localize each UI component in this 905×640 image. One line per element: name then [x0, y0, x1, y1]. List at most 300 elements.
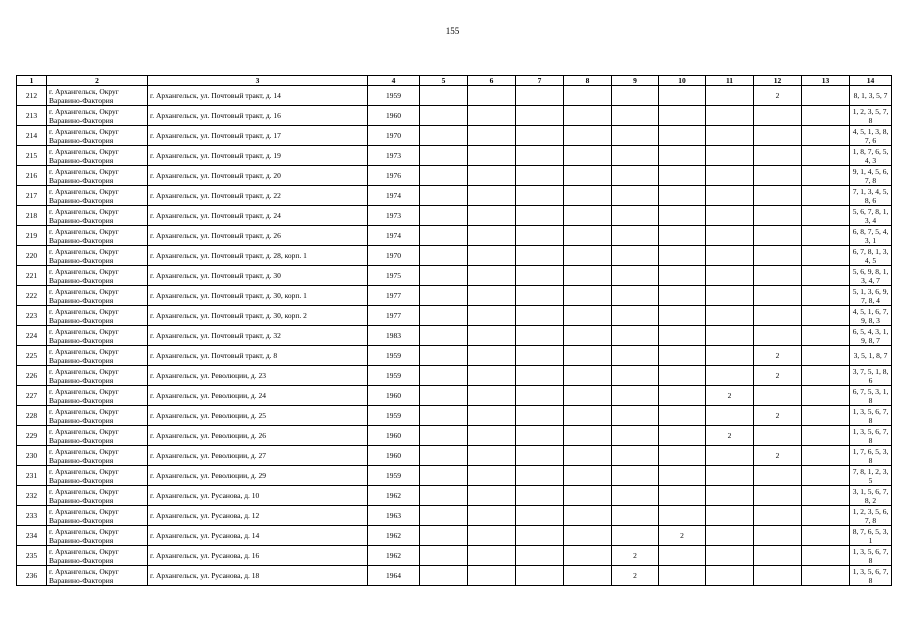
row-number-cell: 212: [17, 86, 47, 106]
sequence-cell: 1, 2, 3, 5, 7, 8: [850, 106, 892, 126]
table-row: [17, 426, 892, 446]
col5-cell: [420, 306, 468, 326]
col5-cell: [420, 266, 468, 286]
col9-cell: [612, 146, 659, 166]
district-cell: г. Архангельск, Округ Варавино-Фактория: [47, 86, 148, 106]
table-row: [17, 86, 892, 106]
col10-cell: [659, 506, 706, 526]
col6-cell: [468, 506, 516, 526]
district-cell: г. Архангельск, Округ Варавино-Фактория: [47, 366, 148, 386]
col13-cell: [802, 506, 850, 526]
col7-cell: [516, 426, 564, 446]
col6-cell: [468, 286, 516, 306]
sequence-cell: 6, 5, 4, 3, 1, 9, 8, 7: [850, 326, 892, 346]
col13-cell: [802, 406, 850, 426]
address-cell: г. Архангельск, ул. Почтовый тракт, д. 20: [148, 166, 368, 186]
sequence-cell: 5, 1, 3, 6, 9, 7, 8, 4: [850, 286, 892, 306]
col5-cell: [420, 246, 468, 266]
col12-cell: [754, 186, 802, 206]
col8-cell: [564, 326, 612, 346]
address-cell: г. Архангельск, ул. Революции, д. 29: [148, 466, 368, 486]
year-cell: 1960: [368, 106, 420, 126]
year-cell: 1960: [368, 446, 420, 466]
address-cell: г. Архангельск, ул. Революции, д. 27: [148, 446, 368, 466]
district-cell: г. Архангельск, Округ Варавино-Фактория: [47, 246, 148, 266]
col5-cell: [420, 146, 468, 166]
table-row: [17, 206, 892, 226]
col11-cell: [706, 446, 754, 466]
col9-cell: [612, 446, 659, 466]
col13-cell: [802, 426, 850, 446]
col9-cell: [612, 326, 659, 346]
col7-cell: [516, 366, 564, 386]
table-row: [17, 106, 892, 126]
col10-cell: [659, 226, 706, 246]
table-row: [17, 346, 892, 366]
year-cell: 1974: [368, 186, 420, 206]
sequence-cell: 5, 6, 7, 8, 1, 3, 4: [850, 206, 892, 226]
year-cell: 1962: [368, 486, 420, 506]
row-number-cell: 230: [17, 446, 47, 466]
col11-cell: [706, 406, 754, 426]
col6-cell: [468, 566, 516, 586]
district-cell: г. Архангельск, Округ Варавино-Фактория: [47, 466, 148, 486]
table-row: [17, 566, 892, 586]
col6-cell: [468, 406, 516, 426]
col12-cell: 2: [754, 366, 802, 386]
col9-cell: [612, 126, 659, 146]
column-header-11: 11: [706, 76, 754, 86]
district-cell: г. Архангельск, Округ Варавино-Фактория: [47, 406, 148, 426]
address-cell: г. Архангельск, ул. Почтовый тракт, д. 30, корп. 2: [148, 306, 368, 326]
sequence-cell: 3, 7, 5, 1, 8, 6: [850, 366, 892, 386]
row-number-cell: 232: [17, 486, 47, 506]
district-cell: г. Архангельск, Округ Варавино-Фактория: [47, 286, 148, 306]
sequence-cell: 6, 7, 8, 1, 3, 4, 5: [850, 246, 892, 266]
col6-cell: [468, 426, 516, 446]
column-header-1: 1: [17, 76, 47, 86]
col11-cell: [706, 266, 754, 286]
row-number-cell: 213: [17, 106, 47, 126]
col8-cell: [564, 286, 612, 306]
col12-cell: [754, 306, 802, 326]
col13-cell: [802, 566, 850, 586]
col12-cell: [754, 246, 802, 266]
sequence-cell: 8, 1, 3, 5, 7: [850, 86, 892, 106]
district-cell: г. Архангельск, Округ Варавино-Фактория: [47, 166, 148, 186]
district-cell: г. Архангельск, Округ Варавино-Фактория: [47, 386, 148, 406]
col11-cell: [706, 166, 754, 186]
address-cell: г. Архангельск, ул. Почтовый тракт, д. 30: [148, 266, 368, 286]
col13-cell: [802, 366, 850, 386]
col12-cell: [754, 226, 802, 246]
col11-cell: [706, 306, 754, 326]
col13-cell: [802, 526, 850, 546]
col12-cell: [754, 106, 802, 126]
col7-cell: [516, 86, 564, 106]
district-cell: г. Архангельск, Округ Варавино-Фактория: [47, 106, 148, 126]
col8-cell: [564, 446, 612, 466]
address-cell: г. Архангельск, ул. Русанова, д. 12: [148, 506, 368, 526]
sequence-cell: 1, 8, 7, 6, 5, 4, 3: [850, 146, 892, 166]
sequence-cell: 1, 3, 5, 6, 7, 8: [850, 426, 892, 446]
col12-cell: 2: [754, 346, 802, 366]
address-cell: г. Архангельск, ул. Русанова, д. 10: [148, 486, 368, 506]
row-number-cell: 223: [17, 306, 47, 326]
col6-cell: [468, 546, 516, 566]
address-cell: г. Архангельск, ул. Русанова, д. 14: [148, 526, 368, 546]
col10-cell: [659, 246, 706, 266]
col5-cell: [420, 426, 468, 446]
col5-cell: [420, 526, 468, 546]
col7-cell: [516, 206, 564, 226]
col6-cell: [468, 126, 516, 146]
col13-cell: [802, 226, 850, 246]
row-number-cell: 214: [17, 126, 47, 146]
col8-cell: [564, 506, 612, 526]
year-cell: 1970: [368, 246, 420, 266]
col10-cell: [659, 326, 706, 346]
table-row: [17, 366, 892, 386]
col10-cell: [659, 466, 706, 486]
col13-cell: [802, 286, 850, 306]
year-cell: 1974: [368, 226, 420, 246]
table-row: [17, 266, 892, 286]
row-number-cell: 234: [17, 526, 47, 546]
col10-cell: [659, 486, 706, 506]
row-number-cell: 215: [17, 146, 47, 166]
table-row: [17, 546, 892, 566]
row-number-cell: 226: [17, 366, 47, 386]
col13-cell: [802, 306, 850, 326]
row-number-cell: 231: [17, 466, 47, 486]
address-cell: г. Архангельск, ул. Почтовый тракт, д. 32: [148, 326, 368, 346]
col10-cell: [659, 186, 706, 206]
district-cell: г. Архангельск, Округ Варавино-Фактория: [47, 126, 148, 146]
col10-cell: [659, 366, 706, 386]
col6-cell: [468, 326, 516, 346]
sequence-cell: 7, 1, 3, 4, 5, 8, 6: [850, 186, 892, 206]
col6-cell: [468, 266, 516, 286]
page-number: 155: [445, 26, 460, 36]
district-cell: г. Архангельск, Округ Варавино-Фактория: [47, 526, 148, 546]
col5-cell: [420, 486, 468, 506]
district-cell: г. Архангельск, Округ Варавино-Фактория: [47, 566, 148, 586]
col10-cell: [659, 346, 706, 366]
col6-cell: [468, 446, 516, 466]
column-header-14: 14: [850, 76, 892, 86]
col10-cell: [659, 566, 706, 586]
col9-cell: [612, 526, 659, 546]
col5-cell: [420, 546, 468, 566]
col6-cell: [468, 346, 516, 366]
address-cell: г. Архангельск, ул. Революции, д. 25: [148, 406, 368, 426]
year-cell: 1959: [368, 406, 420, 426]
col13-cell: [802, 246, 850, 266]
col11-cell: 2: [706, 386, 754, 406]
col13-cell: [802, 386, 850, 406]
col9-cell: [612, 286, 659, 306]
col7-cell: [516, 446, 564, 466]
col11-cell: [706, 526, 754, 546]
sequence-cell: 1, 3, 5, 6, 7, 8: [850, 546, 892, 566]
district-cell: г. Архангельск, Округ Варавино-Фактория: [47, 326, 148, 346]
col7-cell: [516, 566, 564, 586]
district-cell: г. Архангельск, Округ Варавино-Фактория: [47, 306, 148, 326]
col10-cell: 2: [659, 526, 706, 546]
col5-cell: [420, 186, 468, 206]
year-cell: 1983: [368, 326, 420, 346]
col5-cell: [420, 406, 468, 426]
col6-cell: [468, 366, 516, 386]
col13-cell: [802, 146, 850, 166]
col9-cell: [612, 246, 659, 266]
table-row: [17, 326, 892, 346]
district-cell: г. Архангельск, Округ Варавино-Фактория: [47, 266, 148, 286]
table-row: [17, 306, 892, 326]
row-number-cell: 233: [17, 506, 47, 526]
table-row: [17, 166, 892, 186]
col12-cell: [754, 206, 802, 226]
district-cell: г. Архангельск, Округ Варавино-Фактория: [47, 426, 148, 446]
table-body: [17, 86, 892, 586]
col7-cell: [516, 186, 564, 206]
year-cell: 1962: [368, 526, 420, 546]
col11-cell: [706, 506, 754, 526]
sequence-cell: 8, 7, 6, 5, 3, 1: [850, 526, 892, 546]
column-header-6: 6: [468, 76, 516, 86]
col10-cell: [659, 106, 706, 126]
year-cell: 1962: [368, 546, 420, 566]
district-cell: г. Архангельск, Округ Варавино-Фактория: [47, 506, 148, 526]
col5-cell: [420, 466, 468, 486]
col8-cell: [564, 386, 612, 406]
address-cell: г. Архангельск, ул. Почтовый тракт, д. 14: [148, 86, 368, 106]
col5-cell: [420, 366, 468, 386]
col11-cell: [706, 146, 754, 166]
row-number-cell: 220: [17, 246, 47, 266]
col9-cell: [612, 466, 659, 486]
sequence-cell: 1, 7, 6, 5, 3, 8: [850, 446, 892, 466]
col5-cell: [420, 446, 468, 466]
col11-cell: [706, 246, 754, 266]
col9-cell: [612, 86, 659, 106]
table-row: [17, 186, 892, 206]
housing-register-table: [16, 75, 892, 586]
col13-cell: [802, 86, 850, 106]
address-cell: г. Архангельск, ул. Революции, д. 26: [148, 426, 368, 446]
col12-cell: 2: [754, 406, 802, 426]
row-number-cell: 216: [17, 166, 47, 186]
table-row: [17, 406, 892, 426]
table-row: [17, 446, 892, 466]
col6-cell: [468, 306, 516, 326]
sequence-cell: 5, 6, 9, 8, 1, 3, 4, 7: [850, 266, 892, 286]
table-header-row: [17, 76, 892, 86]
col7-cell: [516, 526, 564, 546]
col6-cell: [468, 86, 516, 106]
address-cell: г. Архангельск, ул. Революции, д. 23: [148, 366, 368, 386]
table-row: [17, 146, 892, 166]
col8-cell: [564, 206, 612, 226]
col8-cell: [564, 126, 612, 146]
col5-cell: [420, 326, 468, 346]
col10-cell: [659, 266, 706, 286]
year-cell: 1977: [368, 306, 420, 326]
col12-cell: [754, 566, 802, 586]
col13-cell: [802, 166, 850, 186]
col10-cell: [659, 146, 706, 166]
address-cell: г. Архангельск, ул. Русанова, д. 18: [148, 566, 368, 586]
col7-cell: [516, 346, 564, 366]
row-number-cell: 227: [17, 386, 47, 406]
row-number-cell: 219: [17, 226, 47, 246]
col8-cell: [564, 146, 612, 166]
col13-cell: [802, 446, 850, 466]
district-cell: г. Архангельск, Округ Варавино-Фактория: [47, 206, 148, 226]
col11-cell: [706, 486, 754, 506]
sequence-cell: 3, 1, 5, 6, 7, 8, 2: [850, 486, 892, 506]
address-cell: г. Архангельск, ул. Почтовый тракт, д. 8: [148, 346, 368, 366]
row-number-cell: 224: [17, 326, 47, 346]
col7-cell: [516, 166, 564, 186]
address-cell: г. Архангельск, ул. Почтовый тракт, д. 22: [148, 186, 368, 206]
col8-cell: [564, 86, 612, 106]
district-cell: г. Архангельск, Округ Варавино-Фактория: [47, 446, 148, 466]
district-cell: г. Архангельск, Округ Варавино-Фактория: [47, 226, 148, 246]
col5-cell: [420, 106, 468, 126]
year-cell: 1973: [368, 146, 420, 166]
col9-cell: [612, 346, 659, 366]
col9-cell: [612, 306, 659, 326]
row-number-cell: 229: [17, 426, 47, 446]
col8-cell: [564, 546, 612, 566]
col12-cell: [754, 506, 802, 526]
col5-cell: [420, 506, 468, 526]
col11-cell: [706, 286, 754, 306]
col13-cell: [802, 546, 850, 566]
col7-cell: [516, 486, 564, 506]
col7-cell: [516, 386, 564, 406]
column-header-5: 5: [420, 76, 468, 86]
table-row: [17, 466, 892, 486]
col8-cell: [564, 346, 612, 366]
col9-cell: [612, 426, 659, 446]
col9-cell: [612, 106, 659, 126]
col13-cell: [802, 206, 850, 226]
col9-cell: 2: [612, 546, 659, 566]
col11-cell: [706, 366, 754, 386]
col11-cell: [706, 346, 754, 366]
col10-cell: [659, 286, 706, 306]
sequence-cell: 3, 5, 1, 8, 7: [850, 346, 892, 366]
col8-cell: [564, 306, 612, 326]
col9-cell: [612, 206, 659, 226]
col5-cell: [420, 126, 468, 146]
col10-cell: [659, 306, 706, 326]
col8-cell: [564, 406, 612, 426]
col7-cell: [516, 106, 564, 126]
col12-cell: [754, 466, 802, 486]
col10-cell: [659, 446, 706, 466]
col11-cell: [706, 206, 754, 226]
col7-cell: [516, 226, 564, 246]
address-cell: г. Архангельск, ул. Почтовый тракт, д. 16: [148, 106, 368, 126]
year-cell: 1970: [368, 126, 420, 146]
col8-cell: [564, 226, 612, 246]
col13-cell: [802, 326, 850, 346]
col8-cell: [564, 246, 612, 266]
row-number-cell: 218: [17, 206, 47, 226]
col11-cell: [706, 106, 754, 126]
row-number-cell: 228: [17, 406, 47, 426]
column-header-8: 8: [564, 76, 612, 86]
col5-cell: [420, 166, 468, 186]
year-cell: 1960: [368, 426, 420, 446]
col5-cell: [420, 206, 468, 226]
column-header-2: 2: [47, 76, 148, 86]
table-row: [17, 246, 892, 266]
col6-cell: [468, 486, 516, 506]
col7-cell: [516, 126, 564, 146]
address-cell: г. Архангельск, ул. Революции, д. 24: [148, 386, 368, 406]
col7-cell: [516, 146, 564, 166]
year-cell: 1960: [368, 386, 420, 406]
table-row: [17, 286, 892, 306]
col8-cell: [564, 566, 612, 586]
col5-cell: [420, 566, 468, 586]
col7-cell: [516, 466, 564, 486]
col11-cell: [706, 126, 754, 146]
col10-cell: [659, 206, 706, 226]
col12-cell: 2: [754, 86, 802, 106]
col7-cell: [516, 406, 564, 426]
col12-cell: [754, 386, 802, 406]
col13-cell: [802, 466, 850, 486]
district-cell: г. Архангельск, Округ Варавино-Фактория: [47, 186, 148, 206]
col12-cell: [754, 266, 802, 286]
col5-cell: [420, 346, 468, 366]
address-cell: г. Архангельск, ул. Почтовый тракт, д. 28, корп. 1: [148, 246, 368, 266]
column-header-7: 7: [516, 76, 564, 86]
col6-cell: [468, 166, 516, 186]
col7-cell: [516, 266, 564, 286]
table-row: [17, 526, 892, 546]
sequence-cell: 7, 8, 1, 2, 3, 5: [850, 466, 892, 486]
col10-cell: [659, 86, 706, 106]
year-cell: 1975: [368, 266, 420, 286]
col12-cell: [754, 286, 802, 306]
col7-cell: [516, 306, 564, 326]
col13-cell: [802, 346, 850, 366]
col10-cell: [659, 426, 706, 446]
row-number-cell: 225: [17, 346, 47, 366]
column-header-12: 12: [754, 76, 802, 86]
col13-cell: [802, 126, 850, 146]
year-cell: 1977: [368, 286, 420, 306]
col10-cell: [659, 546, 706, 566]
sequence-cell: 4, 5, 1, 6, 7, 9, 8, 3: [850, 306, 892, 326]
col6-cell: [468, 186, 516, 206]
col12-cell: [754, 546, 802, 566]
col11-cell: [706, 566, 754, 586]
year-cell: 1959: [368, 86, 420, 106]
district-cell: г. Архангельск, Округ Варавино-Фактория: [47, 486, 148, 506]
col11-cell: [706, 86, 754, 106]
table-row: [17, 126, 892, 146]
column-header-4: 4: [368, 76, 420, 86]
table-row: [17, 486, 892, 506]
